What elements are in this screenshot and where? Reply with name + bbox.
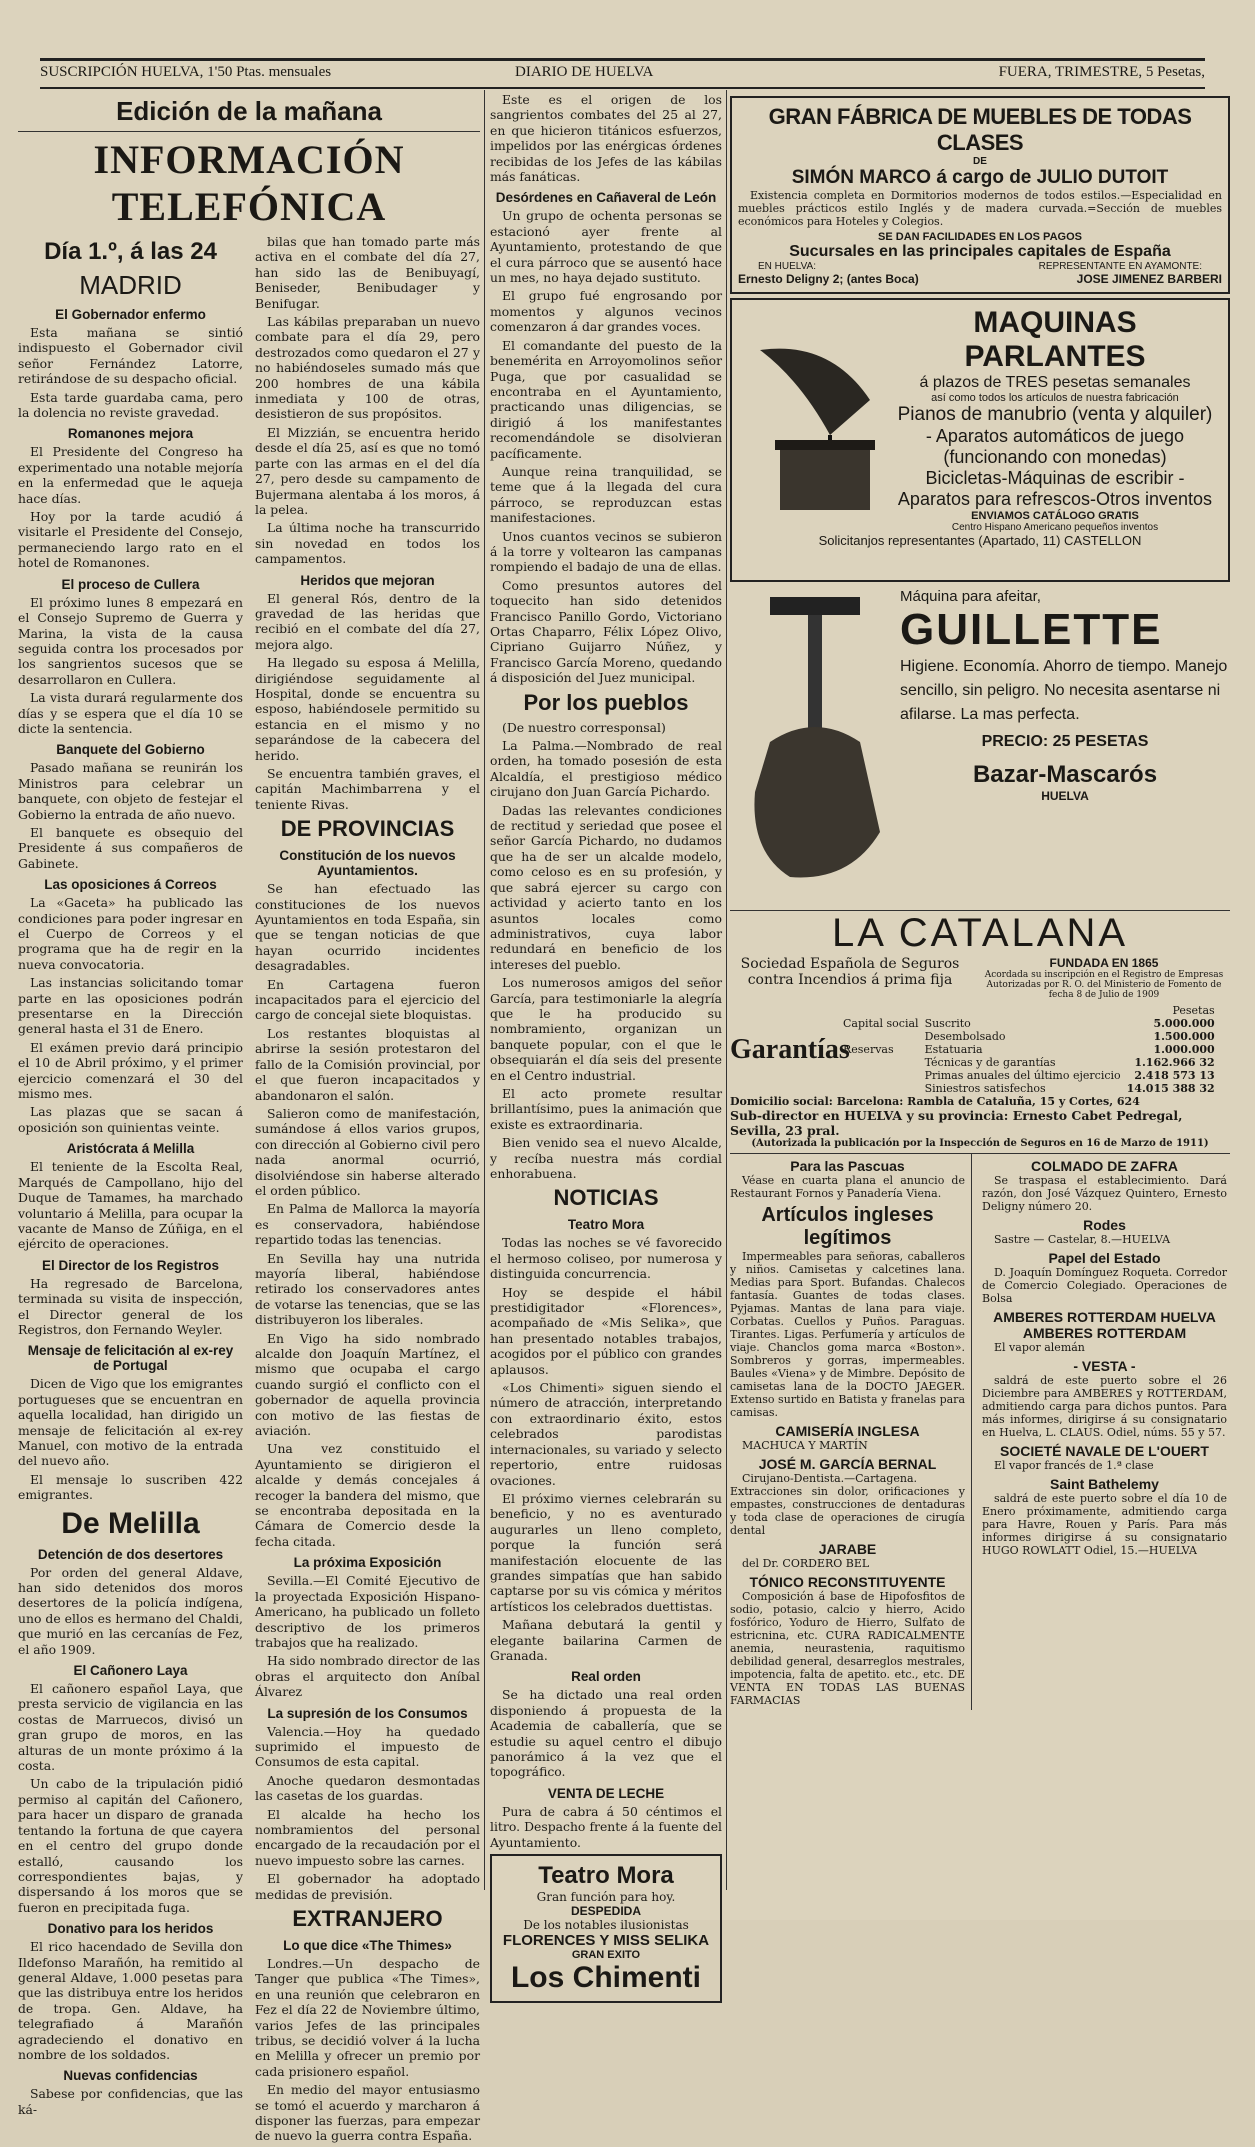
- ad-maquinas-catalogo: ENVIAMOS CATÁLOGO GRATIS: [971, 510, 1139, 522]
- table-cell: 2.418 573 13: [1134, 1069, 1215, 1082]
- table-cell: Suscrito: [924, 1017, 971, 1030]
- table-cell: 1.500.000: [1153, 1030, 1215, 1043]
- ad-gillette-bazar: Bazar-Mascarós: [972, 761, 1158, 788]
- article-paragraph: La Palma.—Nombrado de real orden, ha tomado posesión de esta Alcaldía, el prestigioso médico cirujano don Juan García Pichardo.: [490, 738, 722, 800]
- table-cell: [840, 1056, 922, 1069]
- ad-maquinas-centro: Centro Hispano Americano pequeños inventos: [951, 522, 1159, 533]
- edition-title: Edición de la mañana: [116, 96, 382, 126]
- ad-heading: JARABE: [818, 1541, 877, 1557]
- article-paragraph: Ha llegado su esposa á Melilla, dirigiéndose seguidamente al Hospital, donde se encuentra su esposo, habiéndosele permitido su estancia en el mismo y no separándose de la cabecera del herido.: [255, 655, 480, 763]
- section-heading: De Melilla: [61, 1506, 200, 1540]
- table-cell: 1.162.966 32: [1134, 1056, 1215, 1069]
- article-heading: El proceso de Cullera: [61, 576, 200, 592]
- ad-gillette-city: HUELVA: [1041, 789, 1089, 803]
- ad-maquinas-contact: Solicitanjos representantes (Apartado, 11) CASTELLON: [818, 533, 1142, 548]
- ad-gillette-brand: GUILLETTE: [900, 605, 1163, 654]
- ad-heading: Para las Pascuas: [790, 1158, 905, 1174]
- section-heading: Por los pueblos: [523, 689, 689, 715]
- ad-muebles-rep-name: JOSE JIMENEZ BARBERI: [1076, 272, 1222, 286]
- ad-heading: Saint Bathelemy: [1050, 1476, 1159, 1492]
- column-telegrams-right: [255, 234, 480, 2147]
- ad-heading: Rodes: [1083, 1217, 1126, 1233]
- ad-gillette-price: PRECIO: 25 PESETAS: [981, 733, 1149, 750]
- article-paragraph: Por orden del general Aldave, han sido detenidos dos moros desertores de la policía indígena, uno de ellos es hermano del Chaldi, que murió en las cercanías de Fez, el año 1909.: [18, 1564, 243, 1657]
- article-heading: Desórdenes en Cañaveral de León: [495, 190, 717, 206]
- table-row: [840, 1056, 1218, 1069]
- ad-catalana-subdirector: Sub-director en HUELVA y su provincia: Ernesto Cabet Pedregal, Sevilla, 23 pral.: [730, 1108, 1183, 1138]
- ad-catalana-fundada: FUNDADA EN 1865: [1049, 956, 1159, 970]
- ad-gillette-text: Higiene. Economía. Ahorro de tiempo. Manejo sencillo, sin peligro. No necesita asentarse ni afilarse. La mas perfecta.: [900, 658, 1228, 723]
- article-paragraph: bilas que han tomado parte más activa en el combate del día 27, han sido las de Benibuyagí, Beniseder, Benibudager y Benifugar.: [255, 234, 480, 311]
- ad-text: El vapor francés de 1.ª clase: [994, 1459, 1154, 1472]
- ad-heading: AMBERES ROTTERDAM HUELVA AMBERES ROTTERDAM: [993, 1309, 1216, 1341]
- article-paragraph: El Mizzián, se encuentra herido desde el día 25, así es que no tomó parte con las armas en el del día 27, pero desde su campamento de Bujermana alentaba á los moros, á la pelea.: [255, 424, 480, 517]
- article-paragraph: La «Gaceta» ha publicado las condiciones para poder ingresar en el Cuerpo de Correos y el programa que ha de regir en la nueva convocatoria.: [18, 895, 243, 972]
- article-paragraph: Pura de cabra á 50 céntimos el litro. Despacho frente á la fuente del Ayuntamiento.: [490, 1803, 722, 1850]
- article-paragraph: El cañonero español Laya, que presta servicio de vigilancia en las costas de Marruecos, divisó un gran grupo de moros, en las alturas de un monte próximo á la costa.: [18, 1681, 243, 1774]
- dateline: Día 1.º, á las 24: [44, 238, 217, 265]
- table-cell: Capital social: [843, 1017, 919, 1030]
- article-paragraph: Hoy por la tarde acudió á visitarle el Presidente del Consejo, permaneciendo largo rato en el hotel de Romanones.: [18, 509, 243, 571]
- article-paragraph: Dadas las relevantes condiciones de rectitud y seriedad que posee el señor García Pichardo, no dudamos que ha de ser un alcalde modelo, como celoso es en su profesión, y que sabrá ejercer su cargo con actividad y acierto tanto en los asuntos locales como administrativos, cuya labor redundará en beneficio de los intereses del pueblo.: [490, 802, 722, 972]
- ad-maquinas-pianos: Pianos de manubrio (venta y alquiler): [897, 404, 1213, 425]
- ad-muebles-sucursales: Sucursales en las principales capitales de España: [789, 243, 1171, 260]
- ad-text: El vapor alemán: [994, 1341, 1085, 1354]
- paper-name: DIARIO DE HUELVA: [515, 64, 654, 80]
- ad-maquinas-bicicletas: Bicicletas-Máquinas de escribir - Aparatos para refrescos-Otros inventos: [897, 468, 1213, 509]
- column-telegrams-left: [18, 234, 243, 2147]
- column-ads: [730, 92, 1230, 1710]
- column-rule: [484, 90, 485, 1890]
- article-heading: Donativo para los heridos: [47, 1921, 214, 1937]
- ad-muebles-text: Existencia completa en Dormitorios modernos de todos estilos.—Especialidad en muebles prácticos estilo Inglés y de madera curvada.=Sección de muebles económicos para Hoteles y Colegios.: [738, 189, 1222, 228]
- article-paragraph: Unos cuantos vecinos se subieron á la torre y voltearon las campanas rompiendo el badajo de una de ellas.: [490, 528, 722, 575]
- article-paragraph: (De nuestro corresponsal): [502, 719, 666, 735]
- article-paragraph: «Los Chimenti» siguen siendo el número de atracción, interpretando con extraordinario éxito, estos celebrados parodistas internacionales, su variado y selecto repertorio, entre ruidosas ovaciones.: [490, 1380, 722, 1488]
- article-paragraph: Todas las noches se vé favorecido el hermoso coliseo, por numerosa y distinguida concurrencia.: [490, 1235, 722, 1282]
- article-paragraph: En Palma de Mallorca la mayoría es conservadora, habiéndose repartido todas las tenencias.: [255, 1201, 480, 1248]
- ad-catalana-autorizacion: (Autorizada la publicación por la Inspección de Seguros en 16 de Marzo de 1911): [751, 1138, 1209, 1149]
- razor-hand-icon: [730, 592, 900, 892]
- ad-heading: JOSÉ M. GARCÍA BERNAL: [758, 1456, 937, 1472]
- ad-text: del Dr. CORDERO BEL: [742, 1557, 870, 1570]
- ad-text: Composición á base de Hipofosfitos de sodio, potasio, calcio y hierro, Acido fosfórico, Yoduro de Hierro, Sulfato de estricnina, etc. CURA RADICALMENTE anemia, neurastenia, raquitismo debilidad general, desarreglos mestrales, impotencia, falta de apetito. etc., etc. DE VENTA EN TODAS LAS BUENAS FARMACIAS: [730, 1590, 965, 1707]
- section-heading: NOTICIAS: [553, 1185, 659, 1211]
- article-paragraph: Esta mañana se sintió indispuesto el Gobernador civil señor Fernández Latorre, retirándose de su despacho oficial.: [18, 325, 243, 387]
- column-ads-right: [982, 1154, 1227, 1710]
- article-paragraph: La vista durará regularmente dos días y se espera que el día 10 se dicte la sentencia.: [18, 690, 243, 736]
- article-paragraph: Sevilla.—El Comité Ejecutivo de la proyectada Exposición Hispano-Americano, ha publicado un folleto descriptivo de los primeros trabajos que ha realizado.: [255, 1573, 480, 1650]
- ad-catalana-table: [840, 1004, 1218, 1095]
- ad-catalana-sociedad: Sociedad Española de Seguros contra Incendios á prima fija: [740, 956, 960, 988]
- article-paragraph: En Sevilla hay una nutrida mayoría liberal, habiéndose retirado los conservadores antes de votarse las tenencias, que se las distribuyeron los liberales.: [255, 1250, 480, 1328]
- ad-teatro-l6: Los Chimenti: [510, 1961, 701, 1995]
- masthead-strip: [40, 58, 1205, 89]
- table-cell: Desembolsado: [924, 1030, 1006, 1043]
- table-row: [840, 1069, 1218, 1082]
- ad-gillette: [730, 588, 1230, 911]
- ad-text: Véase en cuarta plana el anuncio de Restaurant Fornos y Panadería Viena.: [730, 1174, 965, 1200]
- article-paragraph: Esta tarde guardaba cama, pero la dolencia no reviste gravedad.: [18, 389, 243, 421]
- ad-text: Se traspasa el establecimiento. Dará razón, don José Vázquez Quintero, Ernesto Deligny número 20.: [982, 1174, 1227, 1213]
- ad-maquinas-aparatos: - Aparatos automáticos de juego (funcionando con monedas): [925, 426, 1185, 467]
- article-heading: Lo que dice «The Thimes»: [283, 1938, 452, 1953]
- article-heading: El Cañonero Laya: [73, 1663, 188, 1679]
- table-cell: 1.000.000: [1153, 1043, 1215, 1056]
- ad-catalana-title: LA CATALANA: [831, 911, 1129, 955]
- table-row: [840, 1043, 1218, 1056]
- article-paragraph: Las kábilas preparaban un nuevo combate para el día 29, pero destrozados como quedaron el 27 y no habiéndoseles sumado más que 200 hombres de una kábila inmediata y 100 de otras, desistieron de sus propósitos.: [255, 314, 480, 422]
- ad-teatro-title: Teatro Mora: [538, 1862, 674, 1890]
- article-paragraph: En Vigo ha sido nombrado alcalde don Joaquín Martínez, el mismo que ocupaba el cargo cuando surgió el conflicto con el gobernador de aquella provincia con motivo de las fiestas de aviación.: [255, 1330, 480, 1439]
- article-paragraph: El mensaje lo suscriben 422 emigrantes.: [18, 1471, 243, 1503]
- ad-heading: COLMADO DE ZAFRA: [1031, 1158, 1178, 1174]
- ad-teatro-l3: De los notables ilusionistas: [523, 1918, 689, 1933]
- article-paragraph: Este es el origen de los sangrientos combates del 25 al 27, en que hicieron titánicos esfuerzos, impelidos por las enérgicas órdenes recibidas de los Jefes de las kábilas más fanáticas.: [490, 92, 722, 185]
- section-heading: EXTRANJERO: [292, 1906, 443, 1931]
- article-paragraph: El próximo viernes celebrarán su beneficio, y no es aventurado augurarles un lleno completo, porque la función será manifestación elocuente de las grandes simpatías que han sabido captarse por su vis cómica y méritos artísticos los celebrados duettistas.: [490, 1490, 722, 1614]
- ad-heading: CAMISERÍA INGLESA: [775, 1423, 920, 1439]
- ad-catalana-domicilio: Domicilio social: Barcelona: Rambla de Cataluña, 15 y Cortes, 624: [730, 1095, 1140, 1108]
- article-heading: Las oposiciones á Correos: [44, 877, 217, 893]
- article-paragraph: El Presidente del Congreso ha experimentado una notable mejoría en la enfermedad que le aqueja hace días.: [18, 444, 243, 506]
- article-paragraph: El próximo lunes 8 empezará en el Consejo Supremo de Guerra y Marina, la vista de la causa seguida contra los procesados por los sangrientos sucesos que se desarrollaron en Cullera.: [18, 594, 243, 687]
- article-heading: Constitución de los nuevos Ayuntamientos.: [279, 848, 456, 879]
- column-news: [490, 92, 722, 2007]
- ad-muebles-pagos: SE DAN FACILIDADES EN LOS PAGOS: [878, 231, 1082, 243]
- column-telegrams: [18, 92, 480, 2147]
- article-paragraph: El alcalde ha hecho los nombramientos del personal encargado de la recaudación por el nuevo impuesto sobre las carnes.: [255, 1806, 480, 1868]
- article-paragraph: El acto promete resultar brillantísimo, pues la animación que existe es extraordinaria.: [490, 1085, 722, 1132]
- article-paragraph: El gobernador ha adoptado medidas de previsión.: [255, 1871, 480, 1902]
- ad-text: Impermeables para señoras, caballeros y niños. Camisetas y calcetines lana. Medias para Sport. Bufandas. Chalecos fantasía. Guantes de todas clases. Pyjamas. Mantas de lana para viaje. Corbatas. Cuellos y Puños. Paraguas. Tirantes. Ligas. Perfumería y artículos de viaje. Chanclos goma marca «Boston». Sombreros y gorras, impermeables. Baules «Viena» y de Mimbre. Depósito de camisetas lana de la DOCTO JAEGER. Extenso surtido en Batista y franelas para camisas.: [730, 1250, 965, 1419]
- table-cell: Siniestros satisfechos: [924, 1082, 1046, 1095]
- article-heading: Romanones mejora: [67, 426, 194, 442]
- column-rule: [726, 90, 727, 1890]
- article-paragraph: El exámen previo dará principio el 10 de Abril próximo, y el primer ejercicio comenzará el 30 del mismo mes.: [18, 1039, 243, 1102]
- ad-heading: Artículos ingleses legítimos: [761, 1204, 934, 1249]
- article-paragraph: Salieron como de manifestación, sumándose á ellos varios grupos, con dirección al Gobierno civil pero nada anormal ocurrió, disolviéndose sin haberse alterado el orden público.: [255, 1105, 480, 1198]
- ad-muebles-huelva-label: EN HUELVA:: [758, 261, 816, 272]
- headline: INFORMACIÓN TELEFÓNICA: [93, 137, 405, 229]
- subscription-local: SUSCRIPCIÓN HUELVA, 1'50 Ptas. mensuales: [40, 64, 332, 80]
- article-paragraph: En medio del mayor entusiasmo se tomó el acuerdo y marcharon á disponer las fuerzas, para empezar de nuevo la guerra contra España.: [255, 2082, 480, 2144]
- article-paragraph: El banquete es obsequio del Presidente á sus compañeros de Gabinete.: [18, 824, 243, 871]
- article-paragraph: Se ha dictado una real orden disponiendo á propuesta de la Academia de caballería, que se estudie su aquel centro el dibujo panorámico á la vez que el topográfico.: [490, 1687, 722, 1780]
- ad-catalana: [730, 911, 1230, 1154]
- ad-maquinas-b: así como todos los artículos de nuestra fabricación: [931, 392, 1179, 404]
- article-paragraph: Dicen de Vigo que los emigrantes portugueses que se encuentran en aquella localidad, han dirigido un mensaje de felicitación al ex-rey Manuel, con motivo de la entrada del nuevo año.: [18, 1376, 243, 1469]
- article-paragraph: En Cartagena fueron incapacitados para el ejercicio del cargo de concejal siete bloquistas.: [255, 976, 480, 1023]
- gramophone-icon: [740, 340, 890, 540]
- ad-muebles-rep-label: REPRESENTANTE EN AYAMONTE:: [1038, 261, 1202, 272]
- table-cell: Técnicas y de garantías: [924, 1056, 1056, 1069]
- city-madrid: MADRID: [79, 270, 182, 300]
- article-paragraph: Mañana debutará la gentil y elegante bailarina Carmen de Granada.: [490, 1617, 722, 1663]
- article-paragraph: Pasado mañana se reunirán los Ministros para celebrar un banquete, con objeto de festejar el Gobierno la entrada de año nuevo.: [18, 760, 243, 822]
- table-cell: 5.000.000: [1153, 1017, 1215, 1030]
- ad-teatro-l5: GRAN EXITO: [571, 1949, 641, 1962]
- ad-muebles-de: DE: [973, 156, 987, 167]
- ad-teatro-l1: Gran función para hoy.: [536, 1890, 676, 1905]
- article-paragraph: Aunque reina tranquilidad, se teme que á la llegada del cura párroco, se reproduzcan estas manifestaciones.: [490, 463, 722, 526]
- article-paragraph: Se encuentra también graves, el capitán Machimbarrena y el teniente Rivas.: [255, 766, 480, 812]
- ad-catalana-registro: Acordada su inscripción en el Registro de Empresas Autorizadas por R. O. del Ministerio de Fomento de fecha 8 de Julio de 1909: [984, 970, 1224, 1000]
- ad-text: Sastre — Castelar, 8.—HUELVA: [994, 1233, 1171, 1246]
- article-heading: Heridos que mejoran: [300, 572, 435, 588]
- article-heading: Aristócrata á Melilla: [66, 1141, 195, 1157]
- article-heading: La próxima Exposición: [293, 1555, 442, 1571]
- table-cell: [840, 1030, 922, 1043]
- article-paragraph: Anoche quedaron desmontadas las casetas de los guardas.: [255, 1772, 480, 1804]
- table-row: [840, 1030, 1218, 1043]
- ad-teatro-l4: FLORENCES Y MISS SELIKA: [502, 1932, 710, 1950]
- ad-maquinas-title: MAQUINAS PARLANTES: [964, 306, 1146, 373]
- ad-maquinas: [730, 298, 1230, 582]
- article-paragraph: Las plazas que se sacan á oposición son quinientas veinte.: [18, 1104, 243, 1135]
- table-cell: Estatuaria: [924, 1043, 983, 1056]
- ad-heading: Papel del Estado: [1048, 1250, 1161, 1266]
- article-paragraph: Ha sido nombrado director de las obras el arquitecto don Aníbal Álvarez: [255, 1653, 480, 1700]
- article-heading: Mensaje de felicitación al ex-rey de Portugal: [27, 1343, 234, 1374]
- ad-heading: - VESTA -: [1073, 1358, 1136, 1374]
- ad-text: Cirujano-Dentista.—Cartagena. Extracciones sin dolor, orificaciones y empastes, construcciones de dentaduras y toda clase de operaciones de cirugía dental: [730, 1472, 965, 1537]
- article-paragraph: Los numerosos amigos del señor García, para testimoniarle la alegría que le ha producido su nombramiento, organizan un banquete popular, con el que le obsequiarán el día seis del presente en el Centro industrial.: [490, 975, 722, 1083]
- article-heading: Banquete del Gobierno: [56, 742, 205, 758]
- ad-gillette-intro: Máquina para afeitar,: [900, 588, 1041, 605]
- table-cell: [840, 1082, 922, 1095]
- article-paragraph: El grupo fué engrosando por momentos y algunos vecinos comenzaron á dar grandes voces.: [490, 288, 722, 335]
- ad-muebles-huelva-addr: Ernesto Deligny 2; (antes Boca): [738, 272, 919, 286]
- table-row: [840, 1004, 1218, 1017]
- ad-text: saldrá de este puerto sobre el 26 Diciembre para AMBERES y ROTTERDAM, admitiendo carga para dichos puntos. Para más informes, dirigirse á su consignatario en Huelva, L. CLAUS. Odiel, núms. 55 y 57.: [982, 1374, 1227, 1439]
- section-heading: DE PROVINCIAS: [280, 816, 455, 842]
- article-heading: Real orden: [571, 1669, 641, 1685]
- article-paragraph: Las instancias solicitando tomar parte en las oposiciones podrán presentarse en la Dirección general hasta el 31 de Enero.: [18, 975, 243, 1037]
- article-paragraph: Un cabo de la tripulación pidió permiso al capitán del Cañonero, para hacer un disparo de granada tentando la fortuna de que cayera en el centro del grupo donde estalló, causando los correspondientes bajas, y dispersando á los moros que se fueron en precipitada fuga.: [18, 1776, 243, 1915]
- ad-catalana-garantias: Garantías: [730, 1033, 850, 1065]
- table-cell: Primas anuales del último ejercicio: [924, 1069, 1121, 1082]
- article-heading: La supresión de los Consumos: [267, 1705, 468, 1721]
- article-paragraph: Se han efectuado las constituciones de los nuevos Ayuntamientos en toda España, sin que se tengan noticias de que hayan ocurrido incidentes desagradables.: [255, 881, 480, 974]
- ad-text: MACHUCA Y MARTÍN: [742, 1439, 868, 1452]
- table-cell: [840, 1004, 922, 1017]
- article-heading: El Gobernador enfermo: [55, 307, 206, 322]
- table-cell: 14.015 388 32: [1126, 1082, 1215, 1095]
- article-paragraph: Ha regresado de Barcelona, terminada su visita de inspección, el Director general de los Registros, don Fernando Weyler.: [18, 1275, 243, 1337]
- article-heading: Nuevas confidencias: [63, 2068, 198, 2084]
- table-row: [840, 1017, 1218, 1030]
- article-heading: VENTA DE LECHE: [547, 1785, 665, 1801]
- table-cell: [840, 1069, 922, 1082]
- article-heading: Detención de dos desertores: [37, 1546, 224, 1562]
- table-cell: Pesetas: [1172, 1004, 1215, 1017]
- ad-heading: SOCIETÉ NAVALE DE L'OUERT: [1000, 1443, 1209, 1459]
- ad-maquinas-plazos: á plazos de TRES pesetas semanales: [919, 374, 1191, 391]
- article-paragraph: La última noche ha transcurrido sin novedad en todos los campamentos.: [255, 520, 480, 567]
- article-heading: El Director de los Registros: [41, 1257, 220, 1273]
- table-cell: Reservas: [843, 1043, 894, 1056]
- ad-muebles-owner: SIMÓN MARCO á cargo de JULIO DUTOIT: [791, 167, 1169, 188]
- article-paragraph: Valencia.—Hoy ha quedado suprimido el impuesto de Consumos de esta capital.: [255, 1723, 480, 1770]
- ad-heading: TÓNICO RECONSTITUYENTE: [749, 1574, 946, 1590]
- article-paragraph: Bien venido sea el nuevo Alcalde, y recíba nuestra más cordial enhorabuena.: [490, 1135, 722, 1181]
- subscription-outside: FUERA, TRIMESTRE, 5 Pesetas,: [998, 64, 1205, 80]
- ad-teatro-mora: [490, 1854, 722, 2003]
- article-paragraph: Sabese por confidencias, que las ká-: [18, 2086, 243, 2117]
- table-row: [840, 1082, 1218, 1095]
- article-paragraph: Una vez constituido el Ayuntamiento se dirigieron el alcalde y demás concejales á recoger la bandera del mismo, que se encontraba depositada en la Cámara de Comercio desde la fecha citada.: [255, 1441, 480, 1549]
- article-paragraph: Los restantes bloquistas al abrirse la sesión protestaron del fallo de la Comisión provincial, por el que fueron incapacitados y abandonaron el salón.: [255, 1025, 480, 1103]
- article-paragraph: El comandante del puesto de la benemérita en Arroyomolinos señor Puga, que por casualidad se encontraba en el Ayuntamiento, practicando unas diligencias, se dirigió á los manifestantes recomendándole se disolvieran pacíficamente.: [490, 337, 722, 461]
- ad-muebles-title: GRAN FÁBRICA DE MUEBLES DE TODAS CLASES: [768, 104, 1192, 155]
- ad-text: saldrá de este puerto sobre el día 10 de Enero próximamente, admitiendo carga para Havre, Rouen y París. Para más informes dirigirse á su consignatario HUGO ROWLATT Odiel, 15.—HUELVA: [982, 1492, 1227, 1557]
- column-ads-left: [730, 1154, 972, 1710]
- ad-text: D. Joaquín Domínguez Roqueta. Corredor de Comercio Colegiado. Operaciones de Bolsa: [982, 1266, 1227, 1305]
- ad-muebles: [730, 96, 1230, 294]
- article-paragraph: Londres.—Un despacho de Tanger que publica «The Times», en una reunión que celebraron en Fez el día 22 de Noviembre último, varios Jefes de las principales tribus, se decidió volver á la lucha en Melilla y ofrecer un premio por cada prisionero español.: [255, 1956, 480, 2079]
- article-paragraph: El rico hacendado de Sevilla don Ildefonso Marañón, ha remitido al general Aldave, 1.000 pesetas para que las distribuya entre los heridos de tropa. Gen. Aldave, ha telegrafiado á Marañón agradeciendo el donativo en nombre de los soldados.: [18, 1939, 243, 2062]
- article-heading: Teatro Mora: [567, 1217, 645, 1233]
- ad-teatro-l2: DESPEDIDA: [570, 1904, 641, 1919]
- article-paragraph: Un grupo de ochenta personas se estacionó ayer frente al Ayuntamiento, protestando de que el cura párroco que se ausentó hace un mes, no haya dejado sustituto.: [490, 208, 722, 286]
- table-cell: [922, 1004, 1124, 1017]
- article-paragraph: El teniente de la Escolta Real, Marqués de Campollano, hijo del Duque de Tamames, ha marchado voluntario á Melilla, para ocupar la vacante de Manso de Zúñiga, en el ejército de operaciones.: [18, 1159, 243, 1252]
- article-paragraph: Hoy se despide el hábil prestidigitador «Florences», acompañado de «Mis Selika», que han presentado notables trabajos, acogidos por el público con grandes aplausos.: [490, 1284, 722, 1377]
- article-paragraph: El general Rós, dentro de la gravedad de las heridas que recibió en el combate del día 27, mejora algo.: [255, 590, 480, 652]
- article-paragraph: Como presuntos autores del toquecito han sido detenidos Francisco Panillo Gordo, Victoriano Ortas Chaparro, Félix López Olivo, Cipriano Guijarro Núñez, y Francisco García Moreno, quedando á disposición del Juez municipal.: [490, 577, 722, 686]
